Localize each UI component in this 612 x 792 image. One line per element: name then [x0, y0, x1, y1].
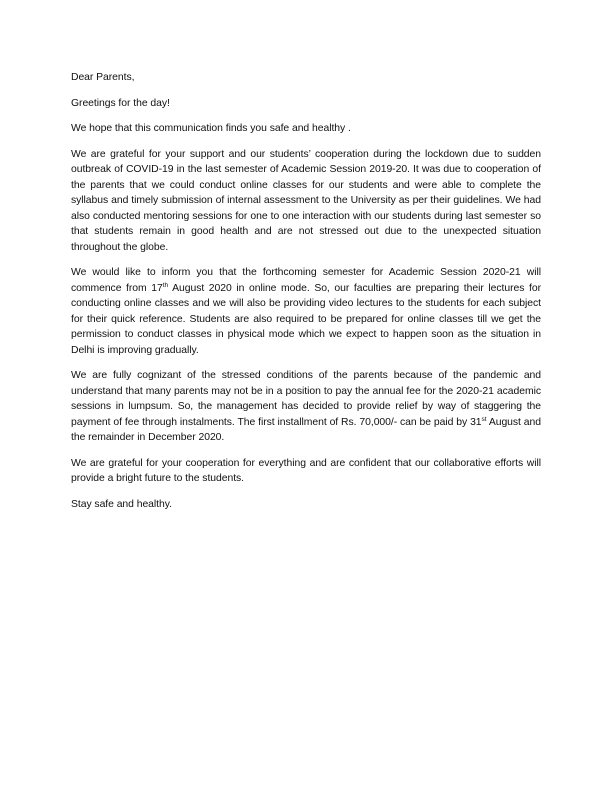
- paragraph-gratitude: We are grateful for your cooperation for everything and are confident that our collaborative efforts will provide a bright future to the students.: [71, 457, 541, 484]
- paragraph-fees: [71, 368, 541, 446]
- paragraph-lockdown: We are grateful for your support and our students’ cooperation during the lockdown due to sudden outbreak of COVID-19 in the last semester of Academic Session 2019-20. It was due to cooperation of the parents that we could conduct online classes for our students and were able to complete the syllabus and timely submission of internal assessment to the University as per their guidelines. We had also conducted mentoring sessions for one to one interaction with our students during last semester so that students remain in good health and are not stressed out due to the unexpected situation throughout the globe.: [71, 148, 541, 253]
- greeting: Greetings for the day!: [71, 97, 170, 109]
- salutation: Dear Parents,: [71, 72, 135, 83]
- paragraph-fees-text-a: We are fully cognizant of the stressed conditions of the parents because of the pandemic and understand that many parents may not be in a position to pay the annual fee for the 2020-21 academic sessions in lumpsum. So, the management has decided to provide relief by way of staggering the payment of fee through instalments. The first installment of Rs. 70,000/- can be paid by 31: [71, 370, 541, 428]
- hope-line: We hope that this communication finds you safe and healthy .: [71, 123, 351, 134]
- paragraph-semester-text-a: We would like to inform you that the forthcoming semester for Academic Session 2020-21 will commence from 17: [71, 267, 541, 294]
- closing-line: Stay safe and healthy.: [71, 498, 172, 510]
- paragraph-semester-text-b: August 2020 in online mode. So, our faculties are preparing their lectures for conducting online classes and we will also be providing video lectures to the students for each subject for their quick reference. Students are also required to be prepared for online classes till we get the permission to conduct classes in physical mode which we expect to happen soon as the situation in Delhi is improving gradually.: [71, 282, 541, 356]
- paragraph-semester: [71, 265, 541, 358]
- paragraph-fees-text-b: August and the remainder in December 2020.: [71, 416, 541, 443]
- date-ordinal-suffix: st: [481, 415, 487, 423]
- date-ordinal-suffix: th: [162, 281, 169, 289]
- letter-body: [71, 70, 541, 522]
